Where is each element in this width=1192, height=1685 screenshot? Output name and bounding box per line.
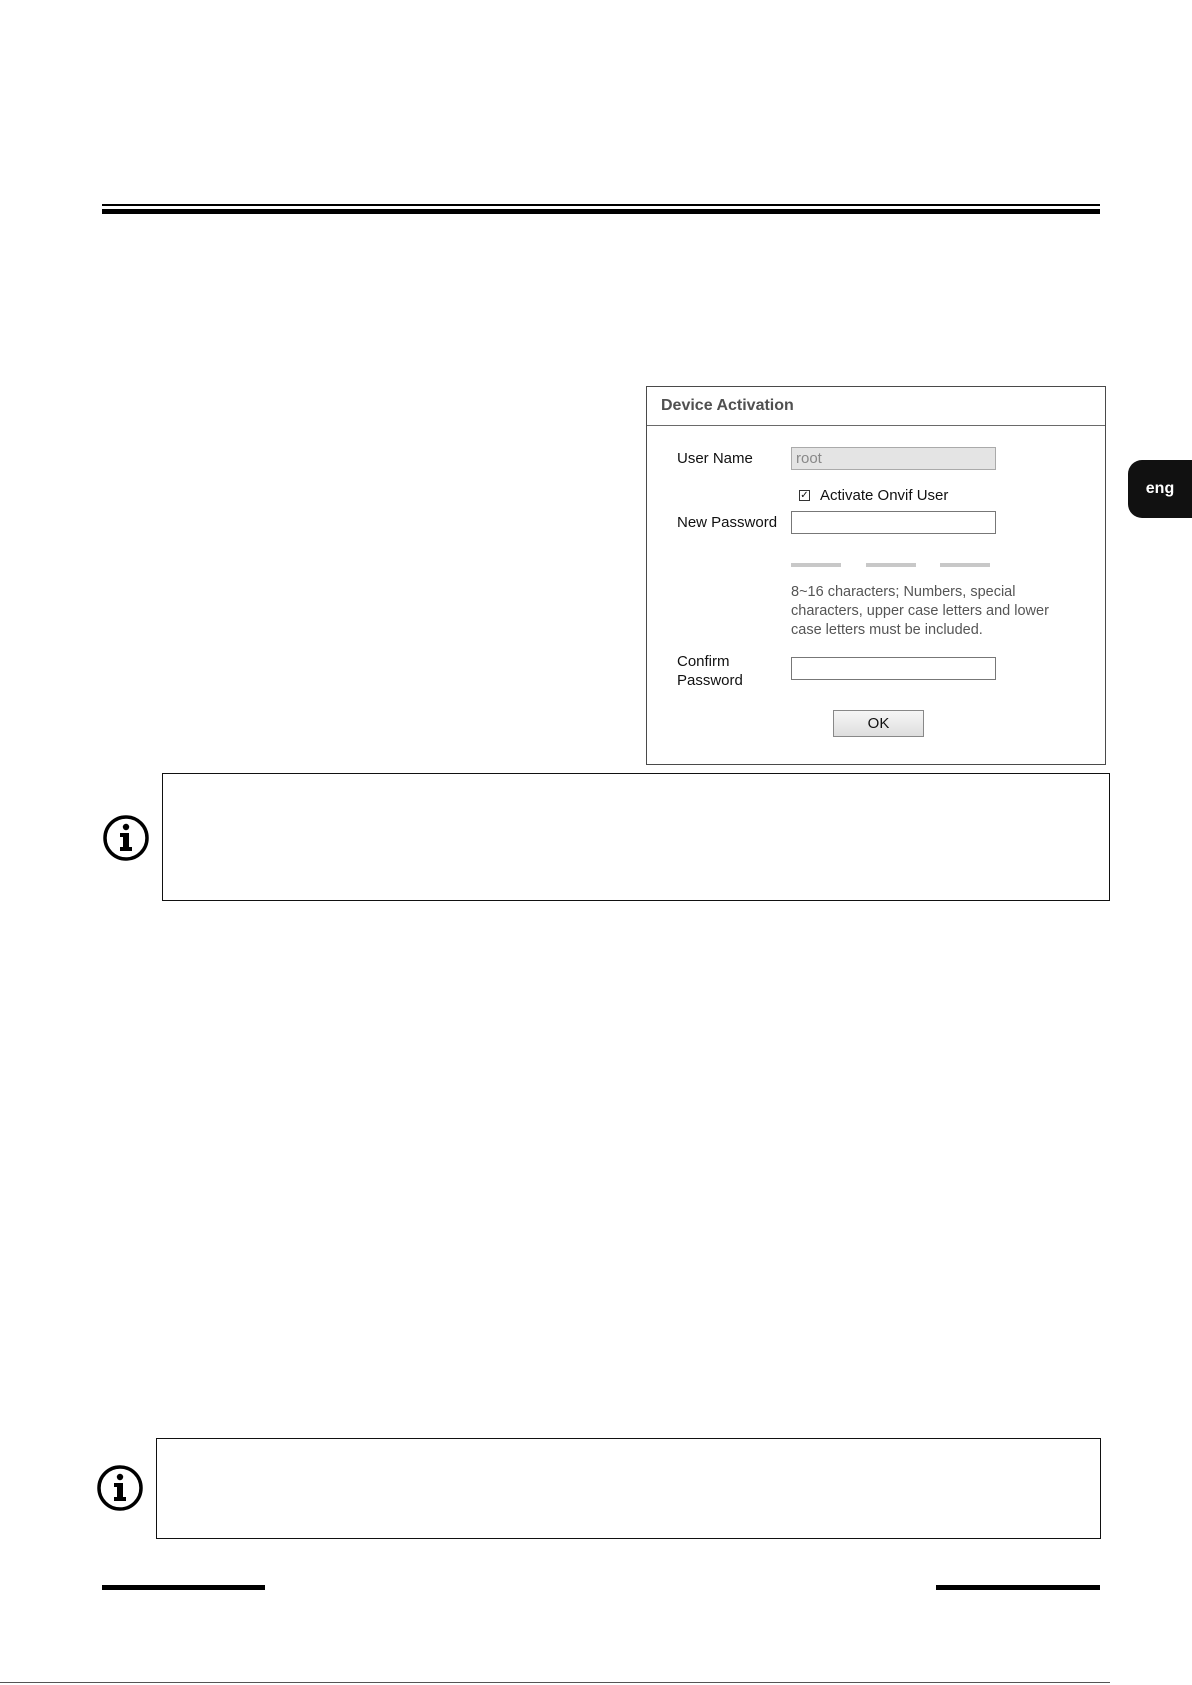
confirm-password-label: [677, 652, 743, 690]
confirm-password-label-line1: Confirm: [677, 653, 730, 670]
activate-onvif-label: Activate Onvif User: [820, 487, 949, 504]
header-rule-thin: [102, 204, 1100, 206]
strength-bar-weak: [791, 563, 841, 567]
page-bottom-rule: [0, 1682, 1110, 1683]
note-box: [156, 1438, 1101, 1539]
dialog-title: Device Activation: [647, 387, 1105, 426]
confirm-password-label-line2: Password: [677, 672, 743, 689]
new-password-field[interactable]: [791, 511, 996, 534]
header-rule-thick: [102, 209, 1100, 214]
activate-onvif-checkbox[interactable]: ✓: [800, 490, 809, 501]
language-tab: eng: [1128, 460, 1192, 518]
user-name-field: [791, 447, 996, 470]
user-name-label: User Name: [677, 450, 753, 467]
note-box: [162, 773, 1110, 901]
ok-button[interactable]: OK: [833, 710, 924, 737]
confirm-password-field[interactable]: [791, 657, 996, 680]
strength-bar-medium: [866, 563, 916, 567]
strength-bar-strong: [940, 563, 990, 567]
new-password-label: New Password: [677, 514, 778, 531]
password-requirements-hint: 8~16 characters; Numbers, special characters, upper case letters and lower case letters must be included.: [791, 584, 1049, 638]
info-icon: [102, 814, 150, 862]
activate-onvif-row[interactable]: [799, 487, 948, 504]
info-icon: [96, 1464, 144, 1512]
footer-rule-left: [102, 1585, 265, 1590]
footer-rule-right: [936, 1585, 1100, 1590]
device-activation-dialog: [646, 386, 1106, 765]
